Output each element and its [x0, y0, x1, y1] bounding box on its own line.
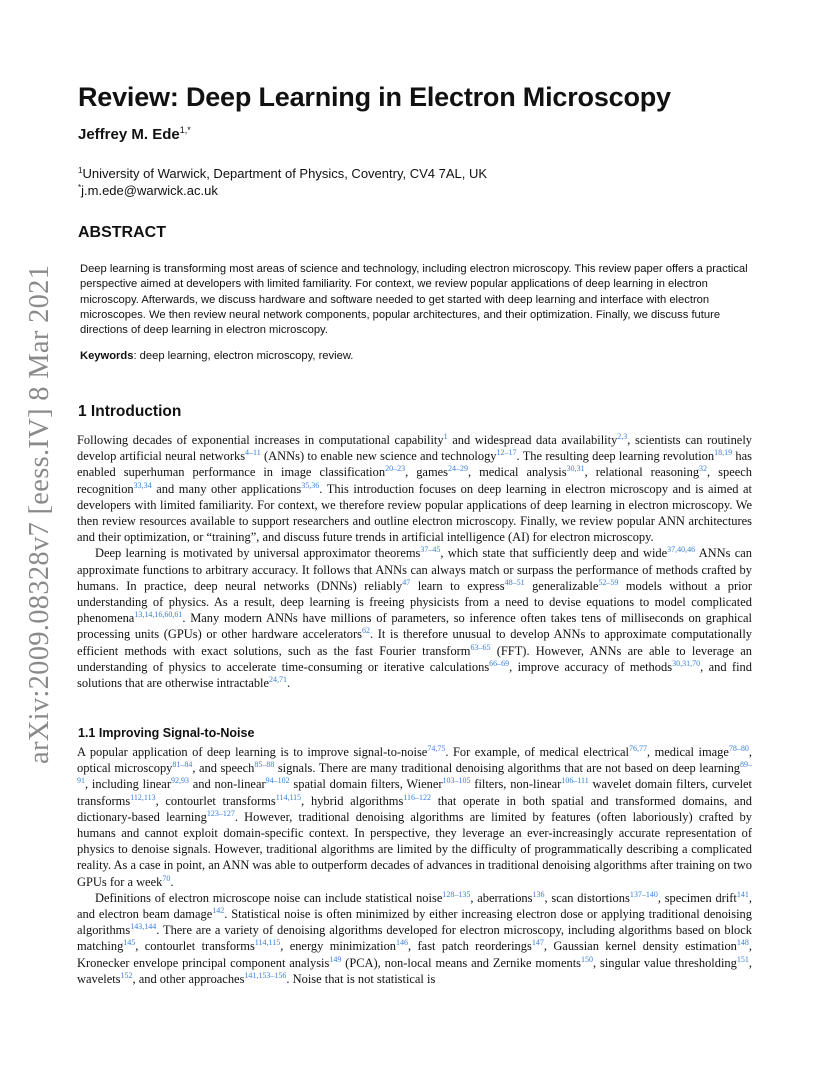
citation-link[interactable]: 123–127 [206, 808, 235, 818]
paragraph-text: . There are a variety of denoising algorithms developed for electron microscopy, including algorithms based on block matching [77, 923, 752, 954]
paragraph-text: , medical analysis [467, 465, 567, 480]
citation-link[interactable]: 48–51 [504, 577, 525, 587]
citation-link[interactable]: 32 [699, 464, 708, 474]
author-line [78, 126, 191, 143]
affiliations [78, 165, 487, 199]
paragraph-text: Following decades of exponential increases in computational capability [77, 433, 444, 447]
citation-link[interactable]: 146 [396, 938, 409, 948]
paragraph-text: Definitions of electron microscope noise can include statistical noise [95, 890, 443, 905]
citation-link[interactable]: 112,113 [130, 792, 156, 802]
citation-link[interactable]: 24,71 [269, 675, 288, 685]
citation-link[interactable]: 147 [531, 938, 544, 948]
paragraph-text: and non-linear [188, 777, 266, 792]
paragraph-text: . It is therefore unusual to develop ANNs to approximate computationally efficient methods with exact solutions, such as the fast Fourier transform [77, 627, 752, 658]
citation-link[interactable]: 143,144 [130, 922, 157, 932]
author-name: Jeffrey M. Ede [78, 126, 180, 143]
paragraph-text: learn to express [410, 578, 505, 593]
citation-link[interactable]: 141 [736, 889, 749, 899]
citation-link[interactable]: 85–88 [254, 760, 275, 770]
paragraph-text: , and speech [192, 761, 255, 776]
paragraph-text: that operate in both spatial and transformed domains, and dictionary-based learning [77, 793, 753, 824]
citation-link[interactable]: 128–135 [442, 889, 471, 899]
paragraph-text: , energy minimization [280, 939, 397, 954]
paragraph-text: has enabled superhuman performance in image classification [77, 449, 752, 480]
affiliation-line [78, 165, 487, 182]
paragraph [77, 890, 752, 987]
paragraph-text: , specimen drift [657, 890, 737, 905]
paragraph-text: . Noise that is not statistical is [286, 971, 436, 986]
keywords-line [80, 350, 353, 362]
citation-link[interactable]: 24–29 [447, 464, 468, 474]
citation-link[interactable]: 62 [361, 626, 370, 636]
paragraph-text: . Statistical noise is often minimized by either increasing electron dose or applying traditional denoising algorithms [77, 907, 752, 938]
paragraph-text: (PCA), non-local means and Zernike moments [341, 955, 582, 970]
paragraph-text: models without a prior understanding of physics. As a result, deep learning is freeing physicists from a need to devise equations to model complicated phenomena [77, 578, 752, 626]
citation-link[interactable]: 52–59 [598, 577, 619, 587]
paragraph-text: , relational reasoning [584, 465, 700, 480]
citation-link[interactable]: 12–17 [496, 448, 517, 458]
citation-link[interactable]: 137–140 [629, 889, 658, 899]
paragraph-text: , optical microscopy [77, 745, 752, 776]
paragraph-text: . Many modern ANNs have millions of parameters, so inference often takes tens of milliseconds on graphical processing units (GPUs) or other hardware accelerators [77, 611, 752, 642]
citation-link[interactable]: 13,14,16,60,61 [134, 610, 183, 620]
paragraph-text: , hybrid algorithms [301, 793, 404, 808]
abstract-heading: ABSTRACT [78, 224, 166, 241]
subsection-heading-signal-to-noise: 1.1 Improving Signal-to-Noise [78, 726, 255, 740]
paragraph-text: Deep learning is motivated by universal approximator theorems [95, 546, 421, 561]
citation-link[interactable]: 141,153–156 [244, 970, 287, 980]
citation-link[interactable]: 89–91 [77, 760, 753, 786]
citation-link[interactable]: 37–45 [420, 545, 441, 555]
citation-link[interactable]: 149 [329, 954, 342, 964]
citation-link[interactable]: 2,3 [617, 432, 628, 441]
paragraph-text: , wavelets [77, 955, 752, 986]
paragraph-text: . For example, of medical electrical [445, 745, 629, 759]
paragraph-text: , contourlet transforms [135, 939, 255, 954]
citation-link[interactable]: 47 [402, 577, 411, 587]
paragraph-text: ANNs can approximate functions to arbitrary accuracy. It follows that ANNs can always match or surpass the performance of methods crafted by humans. In practice, deep neural networks (DNNs) reliably [77, 546, 752, 593]
paragraph-text: , fast patch reorderings [408, 939, 532, 954]
citation-link[interactable]: 151 [736, 954, 749, 964]
email-line [78, 182, 487, 199]
paragraph-text: , and other approaches [132, 971, 245, 986]
citation-link[interactable]: 74,75 [427, 744, 446, 753]
paragraph [77, 744, 752, 890]
citation-link[interactable]: 37,40,46 [667, 545, 696, 555]
citation-link[interactable]: 30,31 [566, 464, 585, 474]
citation-link[interactable]: 150 [581, 954, 594, 964]
section-heading-introduction: 1 Introduction [78, 403, 182, 420]
email-text[interactable]: j.m.ede@warwick.ac.uk [81, 183, 218, 198]
keywords-label: Keywords [80, 350, 134, 362]
citation-link[interactable]: 63–65 [470, 642, 491, 652]
email-marker: * [78, 183, 82, 192]
citation-link[interactable]: 4–11 [245, 448, 261, 458]
paragraph [77, 545, 752, 691]
paragraph-text: . [287, 676, 291, 691]
citation-link[interactable]: 78–80 [728, 744, 749, 753]
citation-link[interactable]: 114,115 [254, 938, 281, 948]
introduction-body [77, 432, 752, 691]
paragraph-text: , which state that sufficiently deep and wide [440, 546, 668, 561]
paragraph-text: . The resulting deep learning revolution [516, 449, 715, 464]
paragraph-text: , scan distortions [544, 890, 630, 905]
paragraph-text: . However, traditional denoising algorithms are limited by features (often laboriously) crafted by humans and cannot exploit domain-specific context. In perspective, they leverage an ever-increasingly accurate representation of physics to denoise signals. However, traditional algorithms are limited by the difficulty of programmatically describing a complicated reality. As a case in point, an ANN was able to outperform decades of advances in traditional denoising algorithms after training on two GPUs for a week [77, 809, 752, 889]
paragraph-text: wavelet domain filters, curvelet transforms [77, 777, 752, 808]
paragraph-text: generalizable [524, 578, 599, 593]
citation-link[interactable]: 81–84 [172, 760, 193, 770]
paragraph-text: A popular application of deep learning is to improve signal-to-noise [77, 745, 428, 759]
paragraph-text: . This introduction focuses on deep learning in electron microscopy and is aimed at developers with limited familiarity. For context, we therefore review popular applications of deep learning in electron microscopy. We then review resources available to support researchers and outline electron microscopy. Finally, we review popular ANN architectures and their optimization, or “training”, and discuss future trends in artificial intelligence (AI) for electron microscopy. [77, 481, 752, 545]
paper-title: Review: Deep Learning in Electron Microscopy [78, 82, 671, 112]
paragraph-text: filters, non-linear [470, 777, 562, 792]
paragraph-text: , medical image [646, 745, 729, 759]
citation-link[interactable]: 30,31,70 [672, 658, 701, 668]
paragraph-text: , including linear [85, 777, 171, 792]
citation-link[interactable]: 152 [120, 970, 133, 980]
citation-link[interactable]: 136 [532, 889, 545, 899]
signal-to-noise-body [77, 744, 752, 987]
keywords-text: : deep learning, electron microscopy, review. [133, 350, 354, 362]
citation-link[interactable]: 106–111 [561, 776, 589, 786]
citation-link[interactable]: 92,93 [170, 776, 189, 786]
citation-link[interactable]: 33,34 [133, 480, 152, 490]
paragraph-text: , aberrations [470, 890, 533, 905]
citation-link[interactable]: 1 [443, 432, 448, 441]
paragraph-text: , and electron beam damage [77, 890, 752, 922]
citation-link[interactable]: 116–122 [403, 792, 432, 802]
affiliation-text: University of Warwick, Department of Physics, Coventry, CV4 7AL, UK [82, 166, 488, 181]
paragraph-text: , scientists can routinely develop artificial neural networks [77, 433, 752, 464]
paragraph-text: signals. There are many traditional denoising algorithms that are not based on deep learning [274, 761, 741, 776]
paragraph-text: , games [405, 465, 448, 480]
citation-link[interactable]: 94–102 [265, 776, 290, 786]
citation-link[interactable]: 18,19 [714, 448, 733, 458]
citation-link[interactable]: 70 [162, 873, 171, 883]
paragraph-text: , and find solutions that are otherwise intractable [77, 659, 752, 691]
abstract-text: Deep learning is transforming most areas of science and technology, including electron microscopy. This review paper offers a practical perspective aimed at developers with limited familiarity. For context, we review popular applications of deep learning in electron microscopy. Afterwards, we discuss hardware and software needed to get started with deep learning and interface with electron microscopes. We then review neural network components, popular architectures, and their optimization. Finally, we discuss future directions of deep learning in electron microscopy. [80, 263, 748, 337]
paragraph-text: , Kronecker envelope principal component analysis [77, 939, 753, 970]
citation-link[interactable]: 142 [212, 906, 225, 916]
affiliation-marker: 1 [78, 166, 83, 175]
paragraph-text: (ANNs) to enable new science and technology [260, 449, 497, 464]
citation-link[interactable]: 145 [123, 938, 136, 948]
citation-link[interactable]: 114,115 [275, 792, 302, 802]
citation-link[interactable]: 103–105 [442, 776, 471, 786]
citation-link[interactable]: 20–23 [385, 464, 406, 474]
citation-link[interactable]: 148 [736, 938, 749, 948]
paragraph-text: (FFT). However, ANNs are able to leverage an understanding of physics to accelerate time-consuming or iterative calculations [77, 643, 753, 674]
paragraph [77, 432, 752, 545]
paragraph-text: and widespread data availability [447, 433, 618, 447]
paragraph-text: , contourlet transforms [155, 793, 276, 808]
arxiv-sidebar-stamp: arXiv:2009.08328v7 [eess.IV] 8 Mar 2021 [24, 264, 55, 764]
author-affiliation-marker: 1,* [179, 125, 191, 135]
paragraph-text: , improve accuracy of methods [509, 659, 673, 674]
paragraph-text: . [170, 874, 174, 889]
citation-link[interactable]: 35,36 [301, 480, 320, 490]
paragraph-text: , Gaussian kernel density estimation [543, 939, 737, 954]
paragraph-text: , speech recognition [77, 465, 753, 496]
citation-link[interactable]: 66–69 [489, 658, 510, 668]
paragraph-text: , singular value thresholding [593, 955, 737, 970]
paragraph-text: spatial domain filters, Wiener [289, 777, 443, 792]
citation-link[interactable]: 76,77 [628, 744, 647, 753]
paragraph-text: and many other applications [151, 481, 302, 496]
